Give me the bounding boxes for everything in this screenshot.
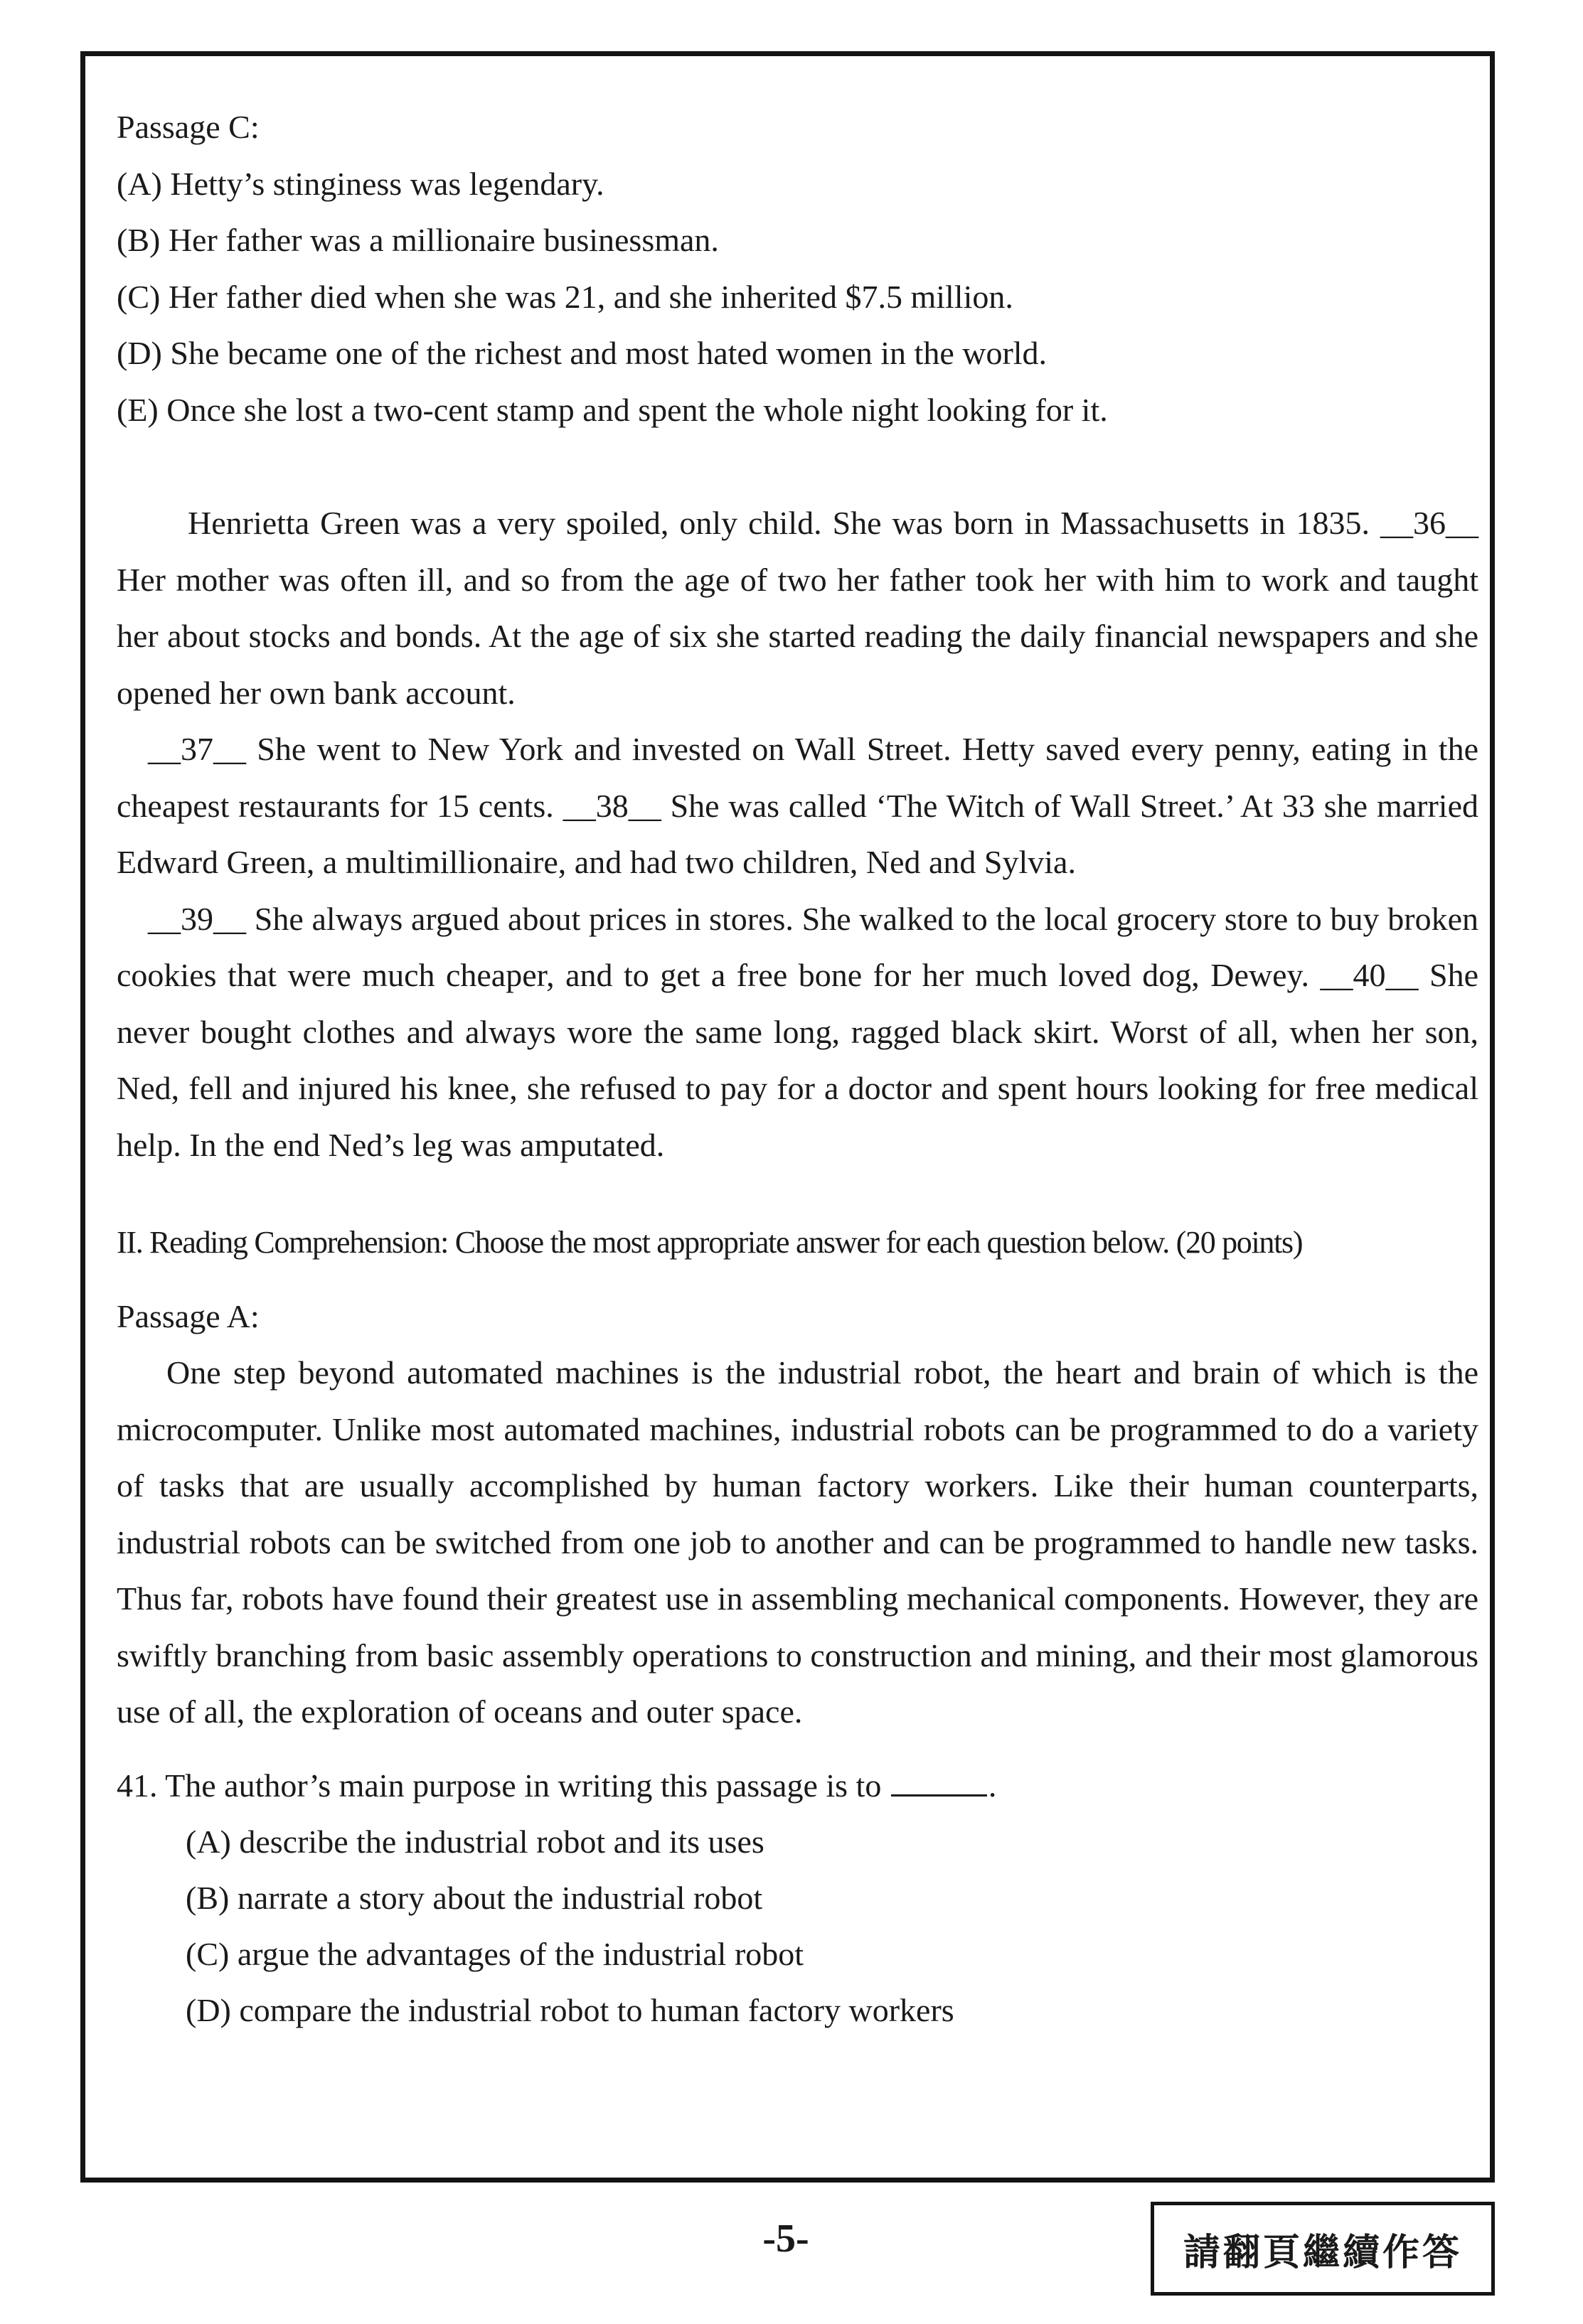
passage-c-option-b: (B) Her father was a millionaire businessman. bbox=[117, 222, 719, 258]
question-41-stem bbox=[117, 1757, 1478, 1814]
answer-blank bbox=[891, 1766, 987, 1796]
passage-c-paragraph-3: __39__ She always argued about prices in stores. She walked to the local grocery store to buy broken cookies that were much cheaper, and to get a free bone for her much loved dog, Dewey. __40__ She never bought clothes and always wore the same long, ragged black skirt. Worst of all, when her son, Ned, fell and injured his knee, she refused to pay for a doctor and spent hours looking for free medical help. In the end Ned’s leg was amputated. bbox=[117, 900, 1478, 1163]
turn-page-note: 請翻頁繼續作答 bbox=[1151, 2202, 1495, 2296]
question-41-text: 41. The author’s main purpose in writing this passage is to bbox=[117, 1767, 882, 1804]
question-41-end: . bbox=[988, 1767, 997, 1804]
question-41-options bbox=[117, 1814, 1478, 2038]
exam-page-frame bbox=[80, 51, 1495, 2183]
passage-c-paragraph-2: __37__ She went to New York and invested on Wall Street. Hetty saved every penny, eating in the cheapest restaurants for 15 cents. __38__ She was called ‘The Witch of Wall Street.’ At 33 she married Edward Green, a multimillionaire, and had two children, Ned and Sylvia. bbox=[117, 731, 1478, 880]
passage-a-paragraph: One step beyond automated machines is the industrial robot, the heart and brain of which is the microcomputer. Unlike most automated machines, industrial robots can be programmed to do a variety of tasks that are usually accomplished by human factory workers. Like their human counterparts, industrial robots can be switched from one job to another and can be programmed to handle new tasks. Thus far, robots have found their greatest use in assembling mechanical components. However, they are swiftly branching from basic assembly operations to construction and mining, and their most glamorous use of all, the exploration of oceans and outer space. bbox=[117, 1354, 1478, 1730]
question-41-option-a: (A) describe the industrial robot and its uses bbox=[186, 1824, 764, 1860]
exam-content bbox=[117, 99, 1478, 2038]
passage-c-option-a: (A) Hetty’s stinginess was legendary. bbox=[117, 165, 604, 202]
passage-c-paragraph-1: Henrietta Green was a very spoiled, only child. She was born in Massachusetts in 1835. __36__ Her mother was often ill, and so from the age of two her father took her with him to work and taught her about stocks and bonds. At the age of six she started reading the daily financial newspapers and she opened her own bank account. bbox=[117, 505, 1478, 711]
passage-c-option-e: (E) Once she lost a two-cent stamp and spent the whole night looking for it. bbox=[117, 391, 1108, 428]
question-41-option-d: (D) compare the industrial robot to human factory workers bbox=[186, 1992, 954, 2028]
passage-c-heading: Passage C: bbox=[117, 109, 260, 145]
passage-c-option-d: (D) She became one of the richest and most hated women in the world. bbox=[117, 335, 1048, 371]
passage-c-option-c: (C) Her father died when she was 21, and she inherited $7.5 million. bbox=[117, 278, 1013, 315]
passage-c-options bbox=[117, 156, 1478, 439]
passage-a-heading: Passage A: bbox=[117, 1297, 260, 1334]
question-41-option-b: (B) narrate a story about the industrial robot bbox=[186, 1880, 763, 1916]
question-41-option-c: (C) argue the advantages of the industrial robot bbox=[186, 1936, 804, 1972]
section-ii-heading: II. Reading Comprehension: Choose the most appropriate answer for each question below. (20 points) bbox=[117, 1225, 1303, 1260]
page-number: -5- bbox=[762, 2217, 809, 2261]
